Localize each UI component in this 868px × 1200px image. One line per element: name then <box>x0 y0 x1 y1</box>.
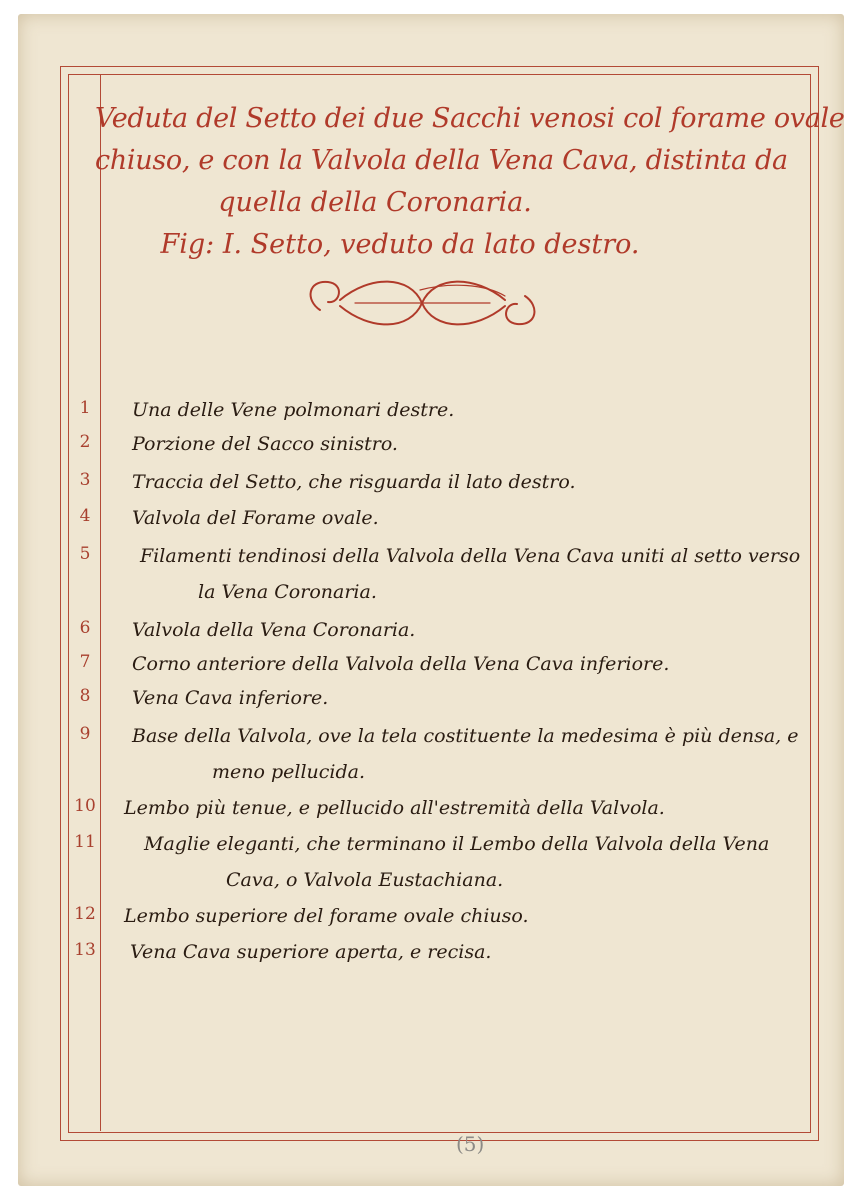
item-number: 9 <box>79 724 91 744</box>
page-number-mark: (5) <box>456 1132 485 1156</box>
item-text: Vena Cava superiore aperta, e recisa. <box>130 941 492 963</box>
title-line-2: chiuso, e con la Valvola della Vena Cava, distinta da <box>95 145 788 176</box>
item-continuation: meno pellucida. <box>212 761 366 783</box>
item-text: Traccia del Setto, che risguarda il lato destro. <box>132 471 576 493</box>
item-text: Vena Cava inferiore. <box>132 687 329 709</box>
item-number: 10 <box>74 796 96 816</box>
item-number: 7 <box>79 652 91 672</box>
item-text: Valvola del Forame ovale. <box>132 507 379 529</box>
item-number: 8 <box>79 686 91 706</box>
figure-caption: Fig: I. Setto, veduto da lato destro. <box>160 229 640 260</box>
item-text: Valvola della Vena Coronaria. <box>132 619 416 641</box>
item-number: 4 <box>79 506 91 526</box>
item-text: Porzione del Sacco sinistro. <box>132 433 398 455</box>
item-text: Corno anteriore della Valvola della Vena Cava inferiore. <box>132 653 670 675</box>
item-text: Una delle Vene polmonari destre. <box>132 399 455 421</box>
item-number: 5 <box>79 544 91 564</box>
title-line-1: Veduta del Setto dei due Sacchi venosi col forame ovale <box>95 103 845 134</box>
item-text: Base della Valvola, ove la tela costituente la medesima è più densa, e <box>132 725 799 747</box>
item-number: 2 <box>79 432 91 452</box>
title-line-3: quella della Coronaria. <box>218 187 532 218</box>
item-continuation: Cava, o Valvola Eustachiana. <box>226 869 504 891</box>
item-number: 11 <box>74 832 96 852</box>
item-number: 12 <box>74 904 96 924</box>
item-text: Filamenti tendinosi della Valvola della Vena Cava uniti al setto verso <box>140 545 801 567</box>
item-text: Maglie eleganti, che terminano il Lembo della Valvola della Vena <box>144 833 770 855</box>
item-number: 1 <box>79 398 91 418</box>
item-number: 13 <box>74 940 96 960</box>
item-number: 3 <box>79 470 91 490</box>
item-continuation: la Vena Coronaria. <box>198 581 377 603</box>
item-text: Lembo più tenue, e pellucido all'estremità della Valvola. <box>124 797 665 819</box>
item-number: 6 <box>79 618 91 638</box>
item-text: Lembo superiore del forame ovale chiuso. <box>124 905 529 927</box>
